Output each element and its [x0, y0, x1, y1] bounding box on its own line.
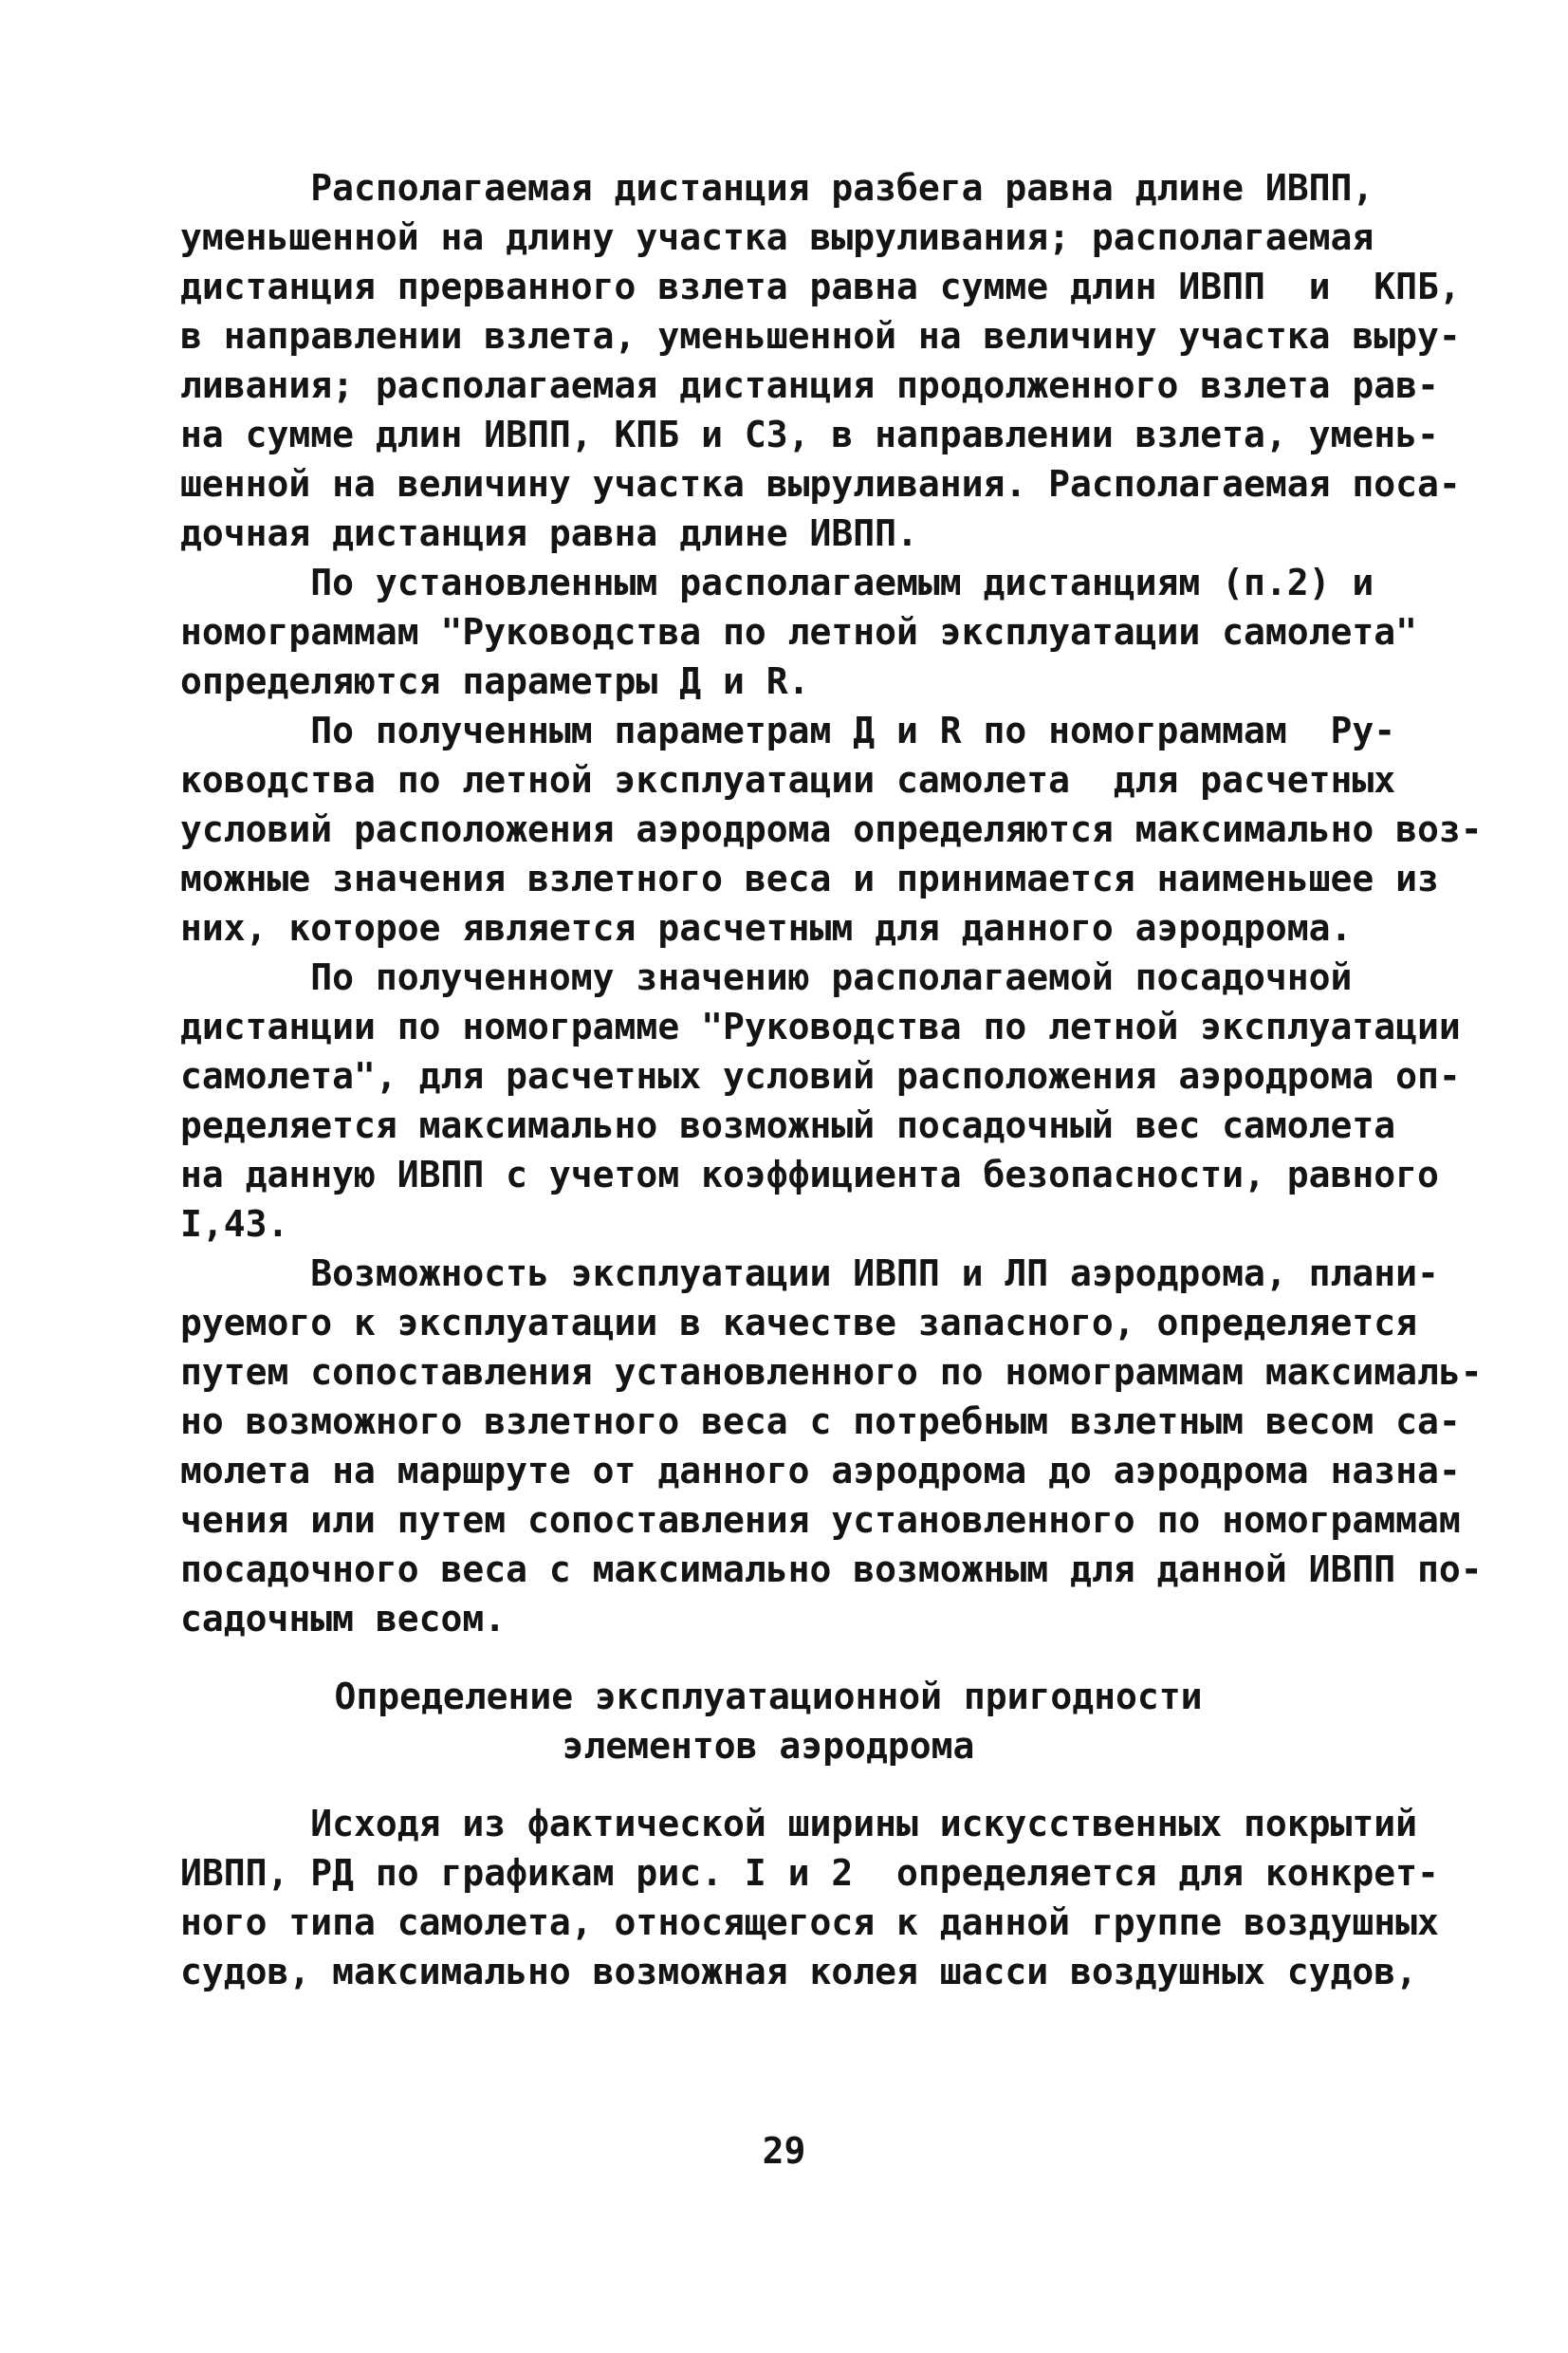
text-line: в направлении взлета, уменьшенной на величину участка выру-	[180, 315, 1461, 357]
text-line: Возможность эксплуатации ИВПП и ЛП аэродрома, плани-	[180, 1252, 1439, 1294]
text-line: садочным весом.	[180, 1598, 507, 1640]
section-heading-line-2: элементов аэродрома	[562, 1725, 975, 1767]
paragraph-alternate-aerodrome	[180, 1249, 1483, 1643]
text-line: дочная дистанция равна длине ИВПП.	[180, 512, 918, 554]
text-line: молета на маршруте от данного аэродрома до аэродрома назна-	[180, 1450, 1461, 1491]
text-line: По полученному значению располагаемой посадочной	[180, 956, 1353, 998]
text-line: ководства по летной эксплуатации самолета для расчетных	[180, 759, 1396, 801]
text-line: дистанции по номограмме "Руководства по летной эксплуатации	[180, 1006, 1461, 1047]
text-line: самолета", для расчетных условий расположения аэродрома оп-	[180, 1055, 1461, 1097]
text-line: уменьшенной на длину участка выруливания; располагаемая	[180, 216, 1374, 258]
text-line: номограммам "Руководства по летной эксплуатации самолета"	[180, 611, 1418, 653]
text-line: ределяется максимально возможный посадочный вес самолета	[180, 1104, 1396, 1146]
text-line: ного типа самолета, относящегося к данной группе воздушных	[180, 1901, 1439, 1943]
text-line: По полученным параметрам Д и R по номограммам Ру-	[180, 710, 1396, 751]
text-line: них, которое является расчетным для данного аэродрома.	[180, 907, 1353, 949]
text-line: ИВПП, РД по графикам рис. I и 2 определяется для конкрет-	[180, 1852, 1439, 1894]
text-line: можные значения взлетного веса и принимается наименьшее из	[180, 858, 1439, 899]
page-number: 29	[762, 2130, 806, 2172]
text-line: условий расположения аэродрома определяются максимально воз-	[180, 808, 1483, 850]
text-line: Располагаемая дистанция разбега равна длине ИВПП,	[180, 167, 1374, 209]
text-line: но возможного взлетного веса с потребным взлетным весом са-	[180, 1400, 1461, 1442]
paragraph-parameters	[180, 558, 1418, 706]
text-line: руемого к эксплуатации в качестве запасного, определяется	[180, 1302, 1418, 1343]
paragraph-takeoff-weight	[180, 706, 1483, 953]
text-line: на сумме длин ИВПП, КПБ и СЗ, в направлении взлета, умень-	[180, 414, 1439, 455]
text-line: I,43.	[180, 1203, 289, 1245]
text-line: на данную ИВПП с учетом коэффициента безопасности, равного	[180, 1154, 1439, 1195]
paragraph-landing-weight	[180, 953, 1461, 1249]
text-line: Исходя из фактической ширины искусственных покрытий	[180, 1803, 1418, 1844]
paragraph-pavement-width	[180, 1799, 1439, 1996]
text-line: определяются параметры Д и R.	[180, 660, 810, 702]
text-line: путем сопоставления установленного по номограммам максималь-	[180, 1351, 1483, 1393]
section-heading-line-1: Определение эксплуатационной пригодности	[334, 1676, 1203, 1717]
text-line: По установленным располагаемым дистанциям (п.2) и	[180, 562, 1374, 603]
text-line: чения или путем сопоставления установленного по номограммам	[180, 1499, 1461, 1541]
text-line: ливания; располагаемая дистанция продолженного взлета рав-	[180, 364, 1439, 406]
text-line: судов, максимально возможная колея шасси воздушных судов,	[180, 1951, 1418, 1992]
text-line: дистанция прерванного взлета равна сумме длин ИВПП и КПБ,	[180, 266, 1461, 307]
text-line: шенной на величину участка выруливания. Располагаемая поса-	[180, 463, 1461, 505]
section-heading	[180, 1672, 1356, 1770]
paragraph-available-distances	[180, 163, 1461, 558]
text-line: посадочного веса с максимально возможным для данной ИВПП по-	[180, 1548, 1483, 1590]
